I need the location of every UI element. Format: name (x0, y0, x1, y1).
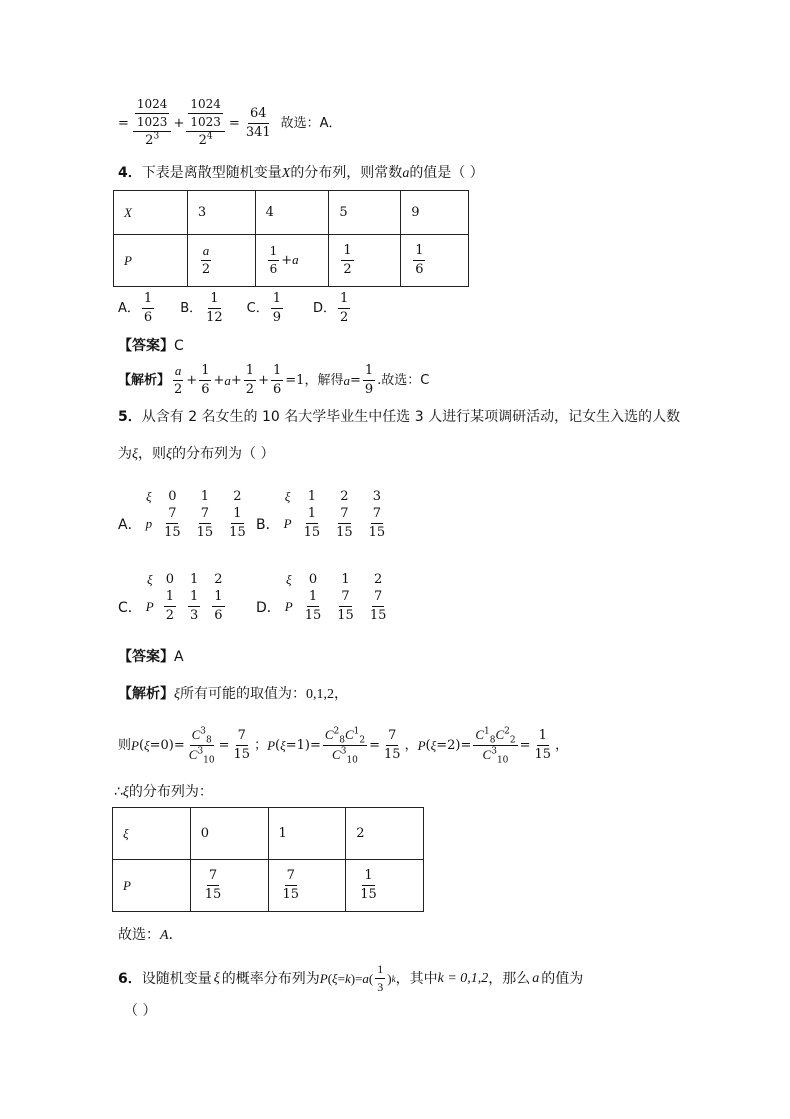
q5-option-b: B． ξ 1 2 3 P $\frac{1}{15}$ $\frac{7}{15}$ $\frac{7}{15}$ (256, 488, 386, 541)
q6-paren: （ ） (124, 1003, 157, 1019)
q5-dist-table: ξ 0 1 2 P $\frac{7}{15}$ $\frac{7}{15}$ $\frac{1}{15}$ (112, 807, 424, 912)
q5-solution-line1: 【解析】ξ所有可能的取值为：0,1,2， (118, 686, 348, 702)
q4-options: A． $\frac{1}{6}$ B． $\frac{1}{12}$ C． $\frac{1}{9}$ D． $\frac{1}{2}$ (118, 291, 349, 326)
q5-option-a: A． ξ 0 1 2 p $\frac{7}{15}$ $\frac{7}{15}$ $\frac{1}{15}$ (118, 488, 246, 541)
q5-dist-heading: ∴ξ的分布列为： (114, 784, 213, 800)
q5-option-c: C． ξ 0 1 2 P $\frac{1}{2}$ $\frac{1}{3}$ $\frac{1}{6}$ (118, 571, 223, 624)
q4-table: X 3 4 5 9 P $\frac{a}{2}$ $\frac{1}{6}$ +a $\frac{1}{2}$ $\frac{1}{6}$ (113, 190, 469, 287)
choose-text: 故选：A． (280, 115, 342, 131)
q5-choose: 故选：A． (118, 927, 183, 943)
q4-stem: 4．下表是离散型随机变量X的分布列，则常数a的值是（ ） (118, 165, 484, 181)
solution-continuation: = $\frac{\frac{1024}{1023}}{2^3}$ + $\frac{\frac{1024}{1023}}{2^4}$ = $\frac{64}{341}$ 故选：A． (118, 97, 342, 149)
q5-answer: 【答案】A (118, 649, 184, 665)
q4-solution: 【解析】 $\frac{a}{2}$ + $\frac{1}{6}$ + a + $\frac{1}{2}$ + $\frac{1}{6}$ =1 ，解得 a = $\frac{1}{9}$ .故选：C (118, 363, 430, 398)
q4-answer: 【答案】C (118, 338, 184, 354)
result-fraction: $\frac{64}{341}$ (245, 105, 271, 140)
compound-fraction-1: $\frac{\frac{1024}{1023}}{2^3}$ (133, 98, 172, 149)
q5-stem-line2: 为ξ，则ξ的分布列为（ ） (118, 446, 275, 462)
compound-fraction-2: $\frac{\frac{1024}{1023}}{2^4}$ (186, 98, 225, 149)
q5-solution-line2: 则 P ( ξ =0)= $\frac{C^3_8}{C^3_{10}}$ = $\frac{7}{15}$ ； P ( ξ =1)= $\frac{C^2_8C^1_2}{C^3_{10}}$ = $\frac{7}{15}$ ， P ( ξ =2)= $\frac{C^1_8C^2_2}{C^3_{10}}$ = $\frac{1}{15}$ ， (118, 726, 569, 766)
q5-stem-line1: 5．从含有 2 名女生的 10 名大学毕业生中任选 3 人进行某项调研活动，记女生入选的人数 (118, 409, 681, 425)
q5-option-d: D． ξ 0 1 2 P $\frac{1}{15}$ $\frac{7}{15}$ $\frac{7}{15}$ (256, 571, 387, 624)
q6-stem: 6． 设随机变量 ξ 的概率分布列为 P ( ξ = k )= a ( $\frac{1}{3}$ ) k ，其中 k = 0,1,2 ，那么 a 的值为 (118, 962, 584, 995)
